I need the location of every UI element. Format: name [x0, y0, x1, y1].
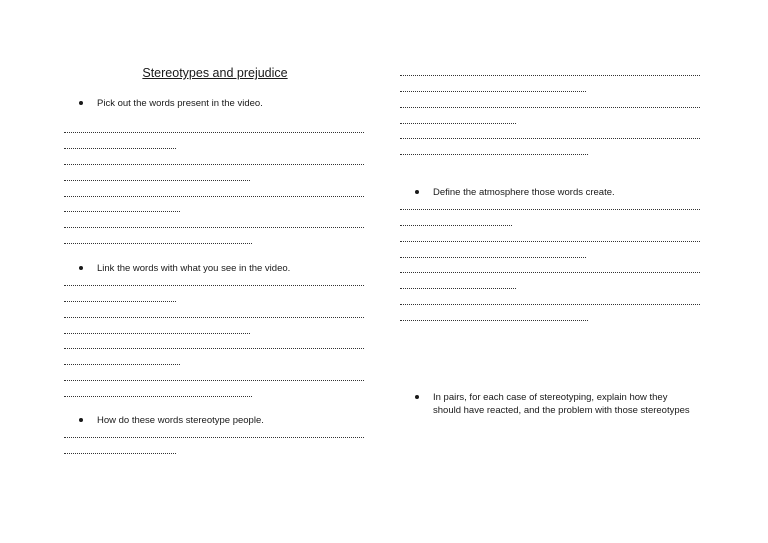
bullet-icon: [79, 418, 83, 422]
bullet-icon: [79, 101, 83, 105]
answer-line: [64, 132, 364, 133]
answer-line: [64, 333, 250, 334]
answer-line: [64, 453, 176, 454]
question-link-words: [64, 262, 397, 275]
question-pairs-stereotyping: [400, 391, 695, 417]
question-text: In pairs, for each case of stereotyping, explain how they should have reacted, and the problem with those stereotypes: [433, 392, 690, 416]
page-title: Stereotypes and prejudice: [142, 66, 288, 80]
answer-line: [400, 107, 700, 108]
answer-line: [400, 304, 700, 305]
answer-line: [64, 380, 364, 381]
answer-line: [400, 225, 512, 226]
question-pick-out-words: [64, 97, 397, 110]
bullet-icon: [79, 266, 83, 270]
answer-line: [64, 211, 180, 212]
answer-line: [400, 209, 700, 210]
answer-line: [64, 396, 252, 397]
answer-line: [64, 148, 176, 149]
question-text: Define the atmosphere those words create.: [433, 187, 615, 198]
answer-line: [400, 75, 700, 76]
answer-line: [400, 241, 700, 242]
answer-line: [64, 285, 364, 286]
question-text: Pick out the words present in the video.: [97, 98, 263, 109]
question-text: How do these words stereotype people.: [97, 415, 264, 426]
answer-line: [64, 196, 364, 197]
question-stereotype-people: [64, 414, 397, 427]
answer-line: [400, 91, 586, 92]
answer-line: [64, 180, 250, 181]
answer-line: [64, 164, 364, 165]
bullet-icon: [415, 395, 419, 399]
answer-line: [400, 154, 588, 155]
question-define-atmosphere: [400, 186, 733, 199]
answer-line: [64, 348, 364, 349]
answer-line: [400, 288, 516, 289]
answer-line: [400, 257, 586, 258]
answer-line: [400, 272, 700, 273]
answer-line: [64, 227, 364, 228]
answer-line: [400, 138, 700, 139]
bullet-icon: [415, 190, 419, 194]
answer-line: [64, 317, 364, 318]
answer-line: [64, 437, 364, 438]
answer-line: [64, 364, 180, 365]
question-text: Link the words with what you see in the video.: [97, 263, 291, 274]
answer-line: [400, 320, 588, 321]
answer-line: [64, 243, 252, 244]
answer-line: [64, 301, 176, 302]
answer-line: [400, 123, 516, 124]
